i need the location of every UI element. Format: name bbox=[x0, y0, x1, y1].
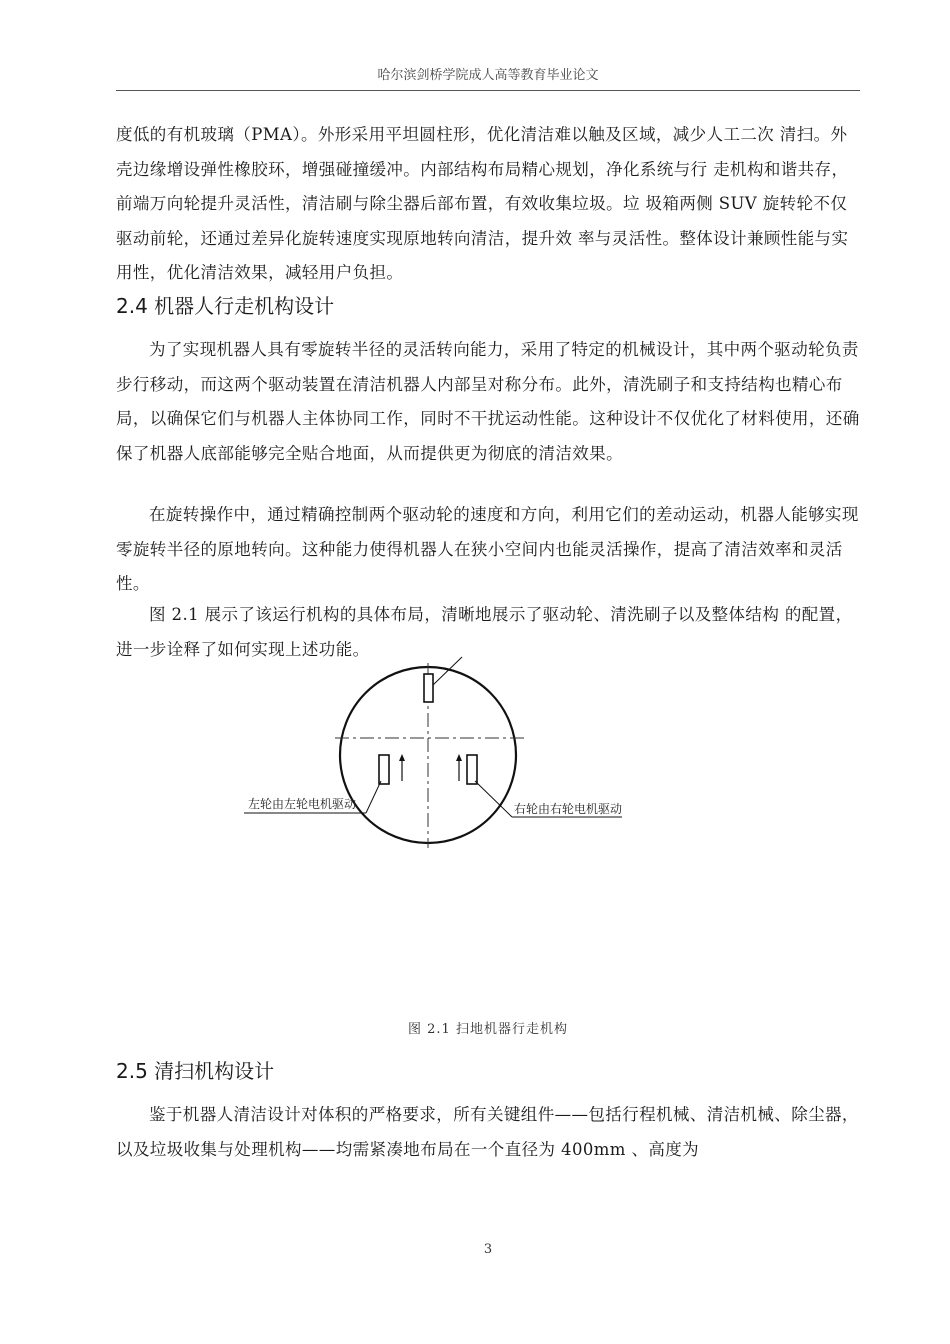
left-wheel-label: 左轮由左轮电机驱动 bbox=[248, 797, 357, 811]
paragraph-5: 鉴于机器人清洁设计对体积的严格要求，所有关键组件——包括行程机械、清洁机械、除尘器， 以及垃圾收集与处理机构——均需紧凑地布局在一个直径为 400mm 、高度为 bbox=[116, 1105, 859, 1159]
paragraph-2: 为了实现机器人具有零旋转半径的灵活转向能力，采用了特定的机械设计，其中两个驱动轮负责步行移动，而这两个驱动装置在清洁机器人内部呈对称分布。此外，清洗刷子和支持结构也精心布局，以确保它们与机器人主体协同工作，同时不干扰运动性能。这种设计不仅优化了材料使用，还确保了机器人底部能够完全贴合地面，从而提供更为彻底的清洁效果。 bbox=[116, 340, 860, 463]
header-divider bbox=[116, 90, 860, 91]
figure-caption: 图 2.1 扫地机器行走机构 bbox=[408, 1022, 568, 1037]
front-caster-wheel bbox=[424, 674, 433, 702]
right-arrow-head bbox=[456, 754, 462, 761]
section-2-5-heading: 2.5 清扫机构设计 bbox=[116, 1059, 275, 1083]
left-leader-line bbox=[366, 781, 381, 813]
section-2-4-heading: 2.4 机器人行走机构设计 bbox=[116, 294, 335, 318]
right-leader-line bbox=[475, 781, 512, 817]
right-wheel-label: 右轮由右轮电机驱动 bbox=[514, 802, 623, 816]
page-number: 3 bbox=[483, 1242, 493, 1257]
left-drive-wheel bbox=[379, 755, 389, 784]
right-drive-wheel bbox=[467, 755, 477, 784]
paragraph-1: 度低的有机玻璃（PMA）。外形采用平坦圆柱形，优化清洁难以触及区域，减少人工二次 清扫。外壳边缘增设弹性橡胶环，增强碰撞缓冲。内部结构布局精心规划，净化系统与行 走机构和谐共存，前端万向轮提升灵活性，清洁刷与除尘器后部布置，有效收集垃圾。垃 圾箱两侧 SUV 旋转轮不仅驱动前轮，还通过差异化旋转速度实现原地转向清洁，提升效 率与灵活性。整体设计兼顾性能与实用性，优化清洁效果，减轻用户负担。 bbox=[116, 125, 849, 282]
left-arrow-head bbox=[399, 754, 405, 761]
paragraph-3: 在旋转操作中，通过精确控制两个驱动轮的速度和方向，利用它们的差动运动，机器人能够实现零旋转半径的原地转向。这种能力使得机器人在狭小空间内也能灵活操作，提高了清洁效率和灵活性。 bbox=[116, 505, 859, 593]
drive-mechanism-diagram bbox=[240, 655, 660, 855]
paragraph-4: 图 2.1 展示了该运行机构的具体布局，清晰地展示了驱动轮、清洗刷子以及整体结构 的配置，进一步诠释了如何实现上述功能。 bbox=[116, 605, 853, 659]
running-header: 哈尔滨剑桥学院成人高等教育毕业论文 bbox=[377, 68, 599, 83]
